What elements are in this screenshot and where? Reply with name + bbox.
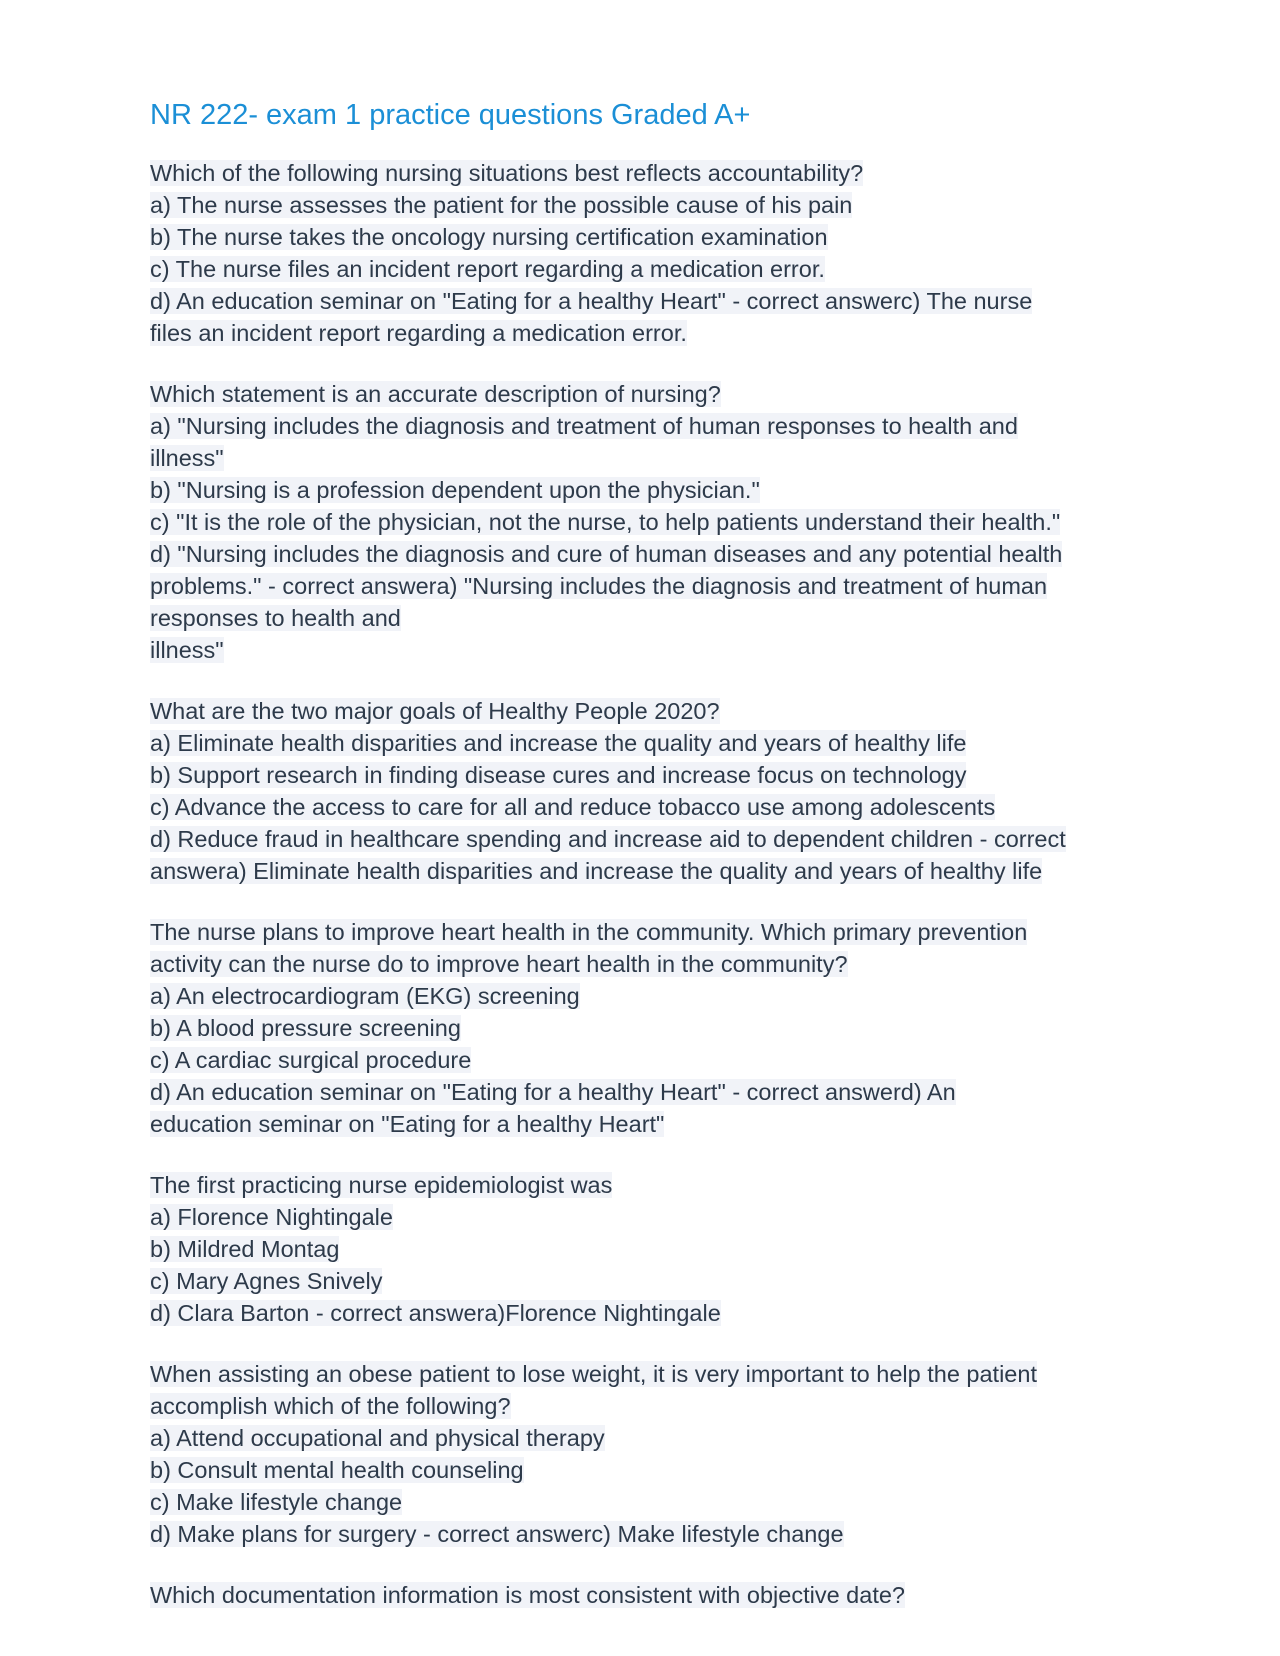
answer-option-text: d) An education seminar on "Eating for a healthy Heart" - correct answerc) The nurse	[150, 288, 1033, 315]
answer-option-text: a) Attend occupational and physical therapy	[150, 1425, 605, 1452]
text-line	[150, 982, 1150, 1014]
question-block	[150, 159, 1150, 351]
text-line	[150, 412, 1150, 444]
answer-option-text: activity can the nurse do to improve heart health in the community?	[150, 951, 848, 978]
answer-option-text: b) Mildred Montag	[150, 1236, 340, 1263]
answer-option-text: accomplish which of the following?	[150, 1393, 511, 1420]
text-line	[150, 1456, 1150, 1488]
text-line	[150, 1581, 1150, 1613]
text-line	[150, 1424, 1150, 1456]
text-line	[150, 1299, 1150, 1331]
text-line	[150, 159, 1150, 191]
text-line	[150, 1267, 1150, 1299]
answer-option-text: c) Make lifestyle change	[150, 1489, 403, 1516]
text-line	[150, 380, 1150, 412]
text-line	[150, 287, 1150, 319]
answer-option-text: education seminar on "Eating for a healthy Heart"	[150, 1111, 665, 1138]
text-line	[150, 604, 1150, 636]
text-line	[150, 793, 1150, 825]
text-line	[150, 319, 1150, 351]
question-text: When assisting an obese patient to lose weight, it is very important to help the patient	[150, 1361, 1037, 1388]
text-line	[150, 572, 1150, 604]
answer-option-text: b) A blood pressure screening	[150, 1015, 461, 1042]
text-line	[150, 223, 1150, 255]
answer-option-text: c) A cardiac surgical procedure	[150, 1047, 472, 1074]
question-text: Which documentation information is most consistent with objective date?	[150, 1582, 905, 1609]
question-text: Which of the following nursing situations best reflects accountability?	[150, 160, 864, 187]
document-title: NR 222- exam 1 practice questions Graded A+	[150, 99, 751, 131]
answer-option-text: illness"	[150, 445, 224, 472]
text-line	[150, 825, 1150, 857]
answer-option-text: a) The nurse assesses the patient for the possible cause of his pain	[150, 192, 853, 219]
question-block	[150, 918, 1150, 1142]
question-block	[150, 1581, 1150, 1613]
text-line	[150, 636, 1150, 668]
question-block	[150, 1360, 1150, 1552]
answer-option-text: d) Make plans for surgery - correct answerc) Make lifestyle change	[150, 1521, 844, 1548]
answer-option-text: b) "Nursing is a profession dependent upon the physician."	[150, 477, 760, 504]
text-line	[150, 476, 1150, 508]
answer-option-text: c) The nurse files an incident report regarding a medication error.	[150, 256, 825, 283]
answer-option-text: a) Eliminate health disparities and increase the quality and years of healthy life	[150, 730, 967, 757]
question-block	[150, 1171, 1150, 1331]
question-block	[150, 380, 1150, 668]
question-text: What are the two major goals of Healthy People 2020?	[150, 698, 720, 725]
text-line	[150, 918, 1150, 950]
text-line	[150, 1235, 1150, 1267]
document-page	[150, 96, 1150, 1642]
text-line	[150, 540, 1150, 572]
answer-option-text: d) "Nursing includes the diagnosis and cure of human diseases and any potential health	[150, 541, 1063, 568]
text-line	[150, 1203, 1150, 1235]
text-line	[150, 1520, 1150, 1552]
answer-option-text: a) Florence Nightingale	[150, 1204, 393, 1231]
question-text: Which statement is an accurate description of nursing?	[150, 381, 721, 408]
answer-option-text: b) Consult mental health counseling	[150, 1457, 524, 1484]
answer-option-text: c) Advance the access to care for all and reduce tobacco use among adolescents	[150, 794, 996, 821]
answer-option-text: b) Support research in finding disease cures and increase focus on technology	[150, 762, 967, 789]
answer-option-text: files an incident report regarding a medication error.	[150, 320, 687, 347]
answer-option-text: d) An education seminar on "Eating for a healthy Heart" - correct answerd) An	[150, 1079, 956, 1106]
text-line	[150, 857, 1150, 889]
text-line	[150, 444, 1150, 476]
text-line	[150, 1110, 1150, 1142]
text-line	[150, 1171, 1150, 1203]
text-line	[150, 1360, 1150, 1392]
text-line	[150, 950, 1150, 982]
answer-option-text: d) Clara Barton - correct answera)Florence Nightingale	[150, 1300, 721, 1327]
question-block	[150, 697, 1150, 889]
answer-option-text: c) "It is the role of the physician, not the nurse, to help patients understand their health."	[150, 509, 1061, 536]
text-line	[150, 191, 1150, 223]
text-line	[150, 729, 1150, 761]
text-line	[150, 508, 1150, 540]
answer-option-text: answera) Eliminate health disparities and increase the quality and years of healthy life	[150, 858, 1043, 885]
text-line	[150, 1046, 1150, 1078]
answer-option-text: problems." - correct answera) "Nursing includes the diagnosis and treatment of human	[150, 573, 1048, 600]
answer-option-text: c) Mary Agnes Snively	[150, 1268, 383, 1295]
text-line	[150, 1078, 1150, 1110]
answer-option-text: illness"	[150, 637, 224, 664]
answer-option-text: a) "Nursing includes the diagnosis and treatment of human responses to health and	[150, 413, 1018, 440]
question-text: The first practicing nurse epidemiologist was	[150, 1172, 613, 1199]
answer-option-text: a) An electrocardiogram (EKG) screening	[150, 983, 580, 1010]
text-line	[150, 761, 1150, 793]
answer-option-text: d) Reduce fraud in healthcare spending and increase aid to dependent children - correct	[150, 826, 1066, 853]
text-line	[150, 255, 1150, 287]
text-line	[150, 1014, 1150, 1046]
question-list	[150, 159, 1150, 1613]
answer-option-text: responses to health and	[150, 605, 401, 632]
question-text: The nurse plans to improve heart health in the community. Which primary prevention	[150, 919, 1028, 946]
text-line	[150, 1488, 1150, 1520]
text-line	[150, 1392, 1150, 1424]
answer-option-text: b) The nurse takes the oncology nursing certification examination	[150, 224, 828, 251]
text-line	[150, 697, 1150, 729]
